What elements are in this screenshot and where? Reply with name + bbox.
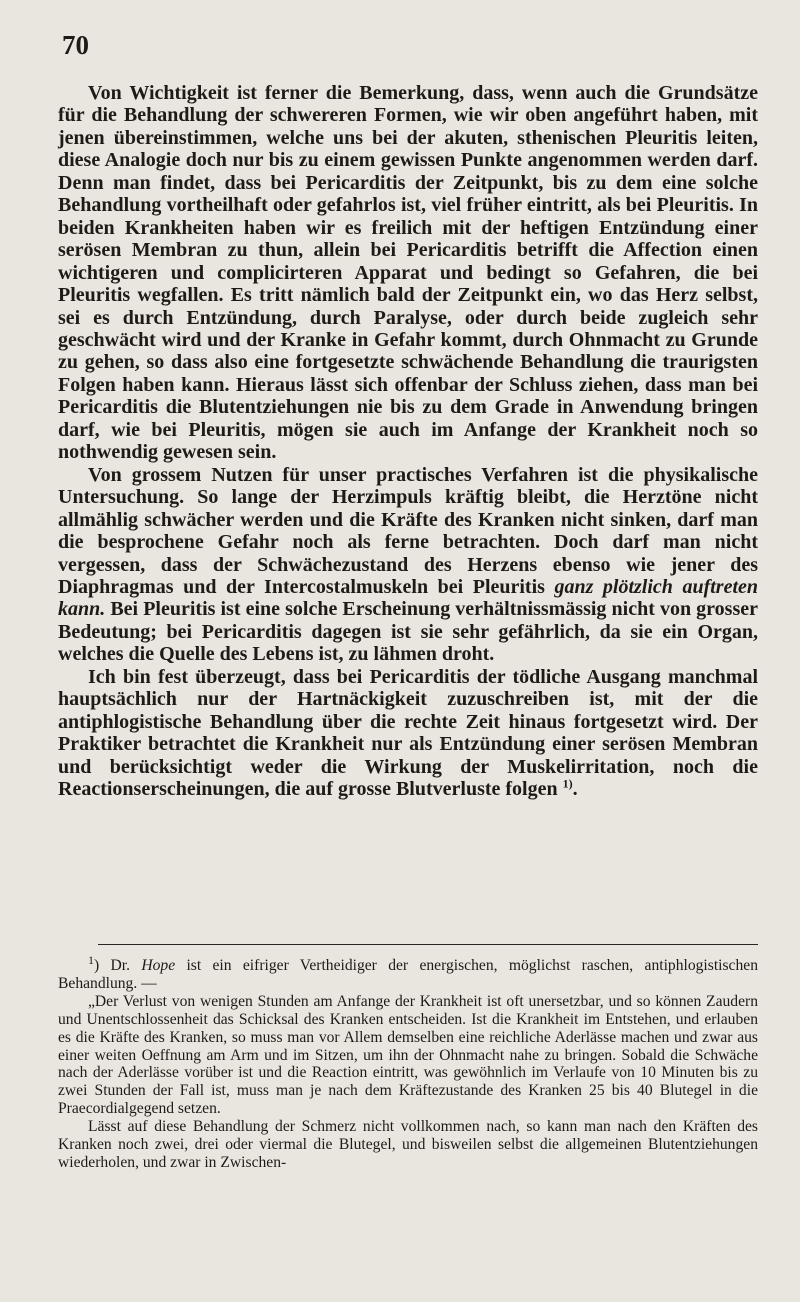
main-text bbox=[58, 82, 758, 801]
page-number: 70 bbox=[62, 30, 89, 60]
paragraph-3-text: Ich bin fest überzeugt, dass bei Pericarditis der tödliche Ausgang manchmal hauptsächlich nur der Hartnäckigkeit zuzuschreiben ist, mit der die antiphlogistische Behandlung über die rechte Zeit hinaus fortgesetzt wird. Der Praktiker betrachtet die Krankheit nur als Entzündung einer serösen Membran und berücksichtigt weder die Wirkung der Muskelirritation, noch die Reactionserscheinungen, die auf grosse Blutverluste folgen bbox=[58, 665, 758, 801]
footnote-reference[interactable]: 1 bbox=[562, 776, 569, 791]
footnote-reference-paren: ) bbox=[568, 776, 573, 791]
paragraph-2-start: Von grossem Nutzen für unser practisches Verfahren ist die physikalische Untersuchung. So lange der Herzimpuls kräftig bleibt, die Herztöne nicht allmählig schwächer werden und die Kräfte des Kranken nicht sinken, darf man die besprochene Gefahr noch als ferne betrachten. Doch darf man nicht vergessen, dass der Schwächezustand des Herzens ebenso wie jener des Diaphragmas und der Intercostalmuskeln bei Pleuritis bbox=[58, 463, 758, 598]
footnote-1 bbox=[58, 952, 758, 993]
footnote-1-lead: ) Dr. bbox=[94, 957, 142, 974]
footnote-1-text: ist ein eifriger Vertheidiger der energischen, möglichst raschen, antiphlogistischen Behandlung. — bbox=[58, 957, 758, 992]
footnote-quote-2: Lässt auf diese Behandlung der Schmerz nicht vollkommen nach, so kann man nach den Kräften des Kranken noch zwei, drei oder viermal die Blutegel, und bisweilen selbst die allgemeinen Blutentziehungen wiederholen, und zwar in Zwischen- bbox=[58, 1118, 758, 1171]
footnotes bbox=[58, 952, 758, 1172]
paragraph-1: Von Wichtigkeit ist ferner die Bemerkung, dass, wenn auch die Grundsätze für die Behandlung der schwereren Formen, wie wir oben angeführt haben, mit jenen übereinstimmen, welche uns bei der akuten, sthenischen Pleuritis leiten, diese Analogie doch nur bis zu einem gewissen Punkte angenommen werden darf. Denn man findet, dass bei Pericarditis der Zeitpunkt, bis zu dem eine solche Behandlung vortheilhaft oder gefahrlos ist, viel früher eintritt, als bei Pleuritis. In beiden Krankheiten haben wir es freilich mit der heftigen Entzündung einer serösen Membran zu thun, allein bei Pericarditis betrifft die Affection einen wichtigeren und complicirteren Apparat und bedingt so Gefahren, die bei Pleuritis wegfallen. Es tritt nämlich bald der Zeitpunkt ein, wo das Herz selbst, sei es durch Entzündung, durch Paralyse, oder durch beide zugleich sehr geschwächt wird und der Kranke in Gefahr kommt, durch Ohnmacht zu Grunde zu gehen, so dass also eine fortgesetzte schwächende Behandlung die traurigsten Folgen haben kann. Hieraus lässt sich offenbar der Schluss ziehen, dass man bei Pericarditis die Blutentziehungen nie bis zu dem Grade in Anwendung bringen darf, wie bei Pleuritis, mögen sie auch im Anfange der Krankheit noch so nothwendig gewesen sein. bbox=[58, 82, 758, 464]
paragraph-3-end: . bbox=[572, 778, 578, 801]
emphasis-text: ganz plötzlich auftreten kann. bbox=[58, 575, 758, 621]
paragraph-2-end: Bei Pleuritis ist eine solche Erscheinung verhältnissmässig nicht von grosser Bedeutung; bei Pericarditis dagegen ist sie sehr gefährlich, da sie ein Organ, welches die Quelle des Lebens ist, zu lähmen droht. bbox=[58, 598, 758, 666]
footnote-quote-1: „Der Verlust von wenigen Stunden am Anfange der Krankheit ist oft unersetzbar, und so können Zaudern und Unentschlossenheit das Schicksal des Kranken entscheiden. Ist die Krankheit im Entstehen, und erlauben es die Kräfte des Kranken, so muss man vor Allem demselben eine reichliche Aderlässe machen und zwar aus einer weiten Oeffnung am Arm und im Sitzen, um ihn der Ohnmacht nahe zu bringen. Sobald die Schwäche nach der Aderlässe vorüber ist und die Reaction eintritt, was gewöhnlich im Verlaufe von 10 Minuten bis zu zwei Stunden der Fall ist, muss man je nach dem Kräftezustande des Kranken 25 bis 40 Blutegel in die Praecordialgegend setzen. bbox=[58, 992, 758, 1118]
footnote-marker: 1 bbox=[88, 952, 94, 967]
footnote-author: Hope bbox=[141, 957, 176, 974]
footnote-divider bbox=[98, 944, 758, 945]
paragraph-3 bbox=[58, 666, 758, 801]
paragraph-2 bbox=[58, 464, 758, 666]
